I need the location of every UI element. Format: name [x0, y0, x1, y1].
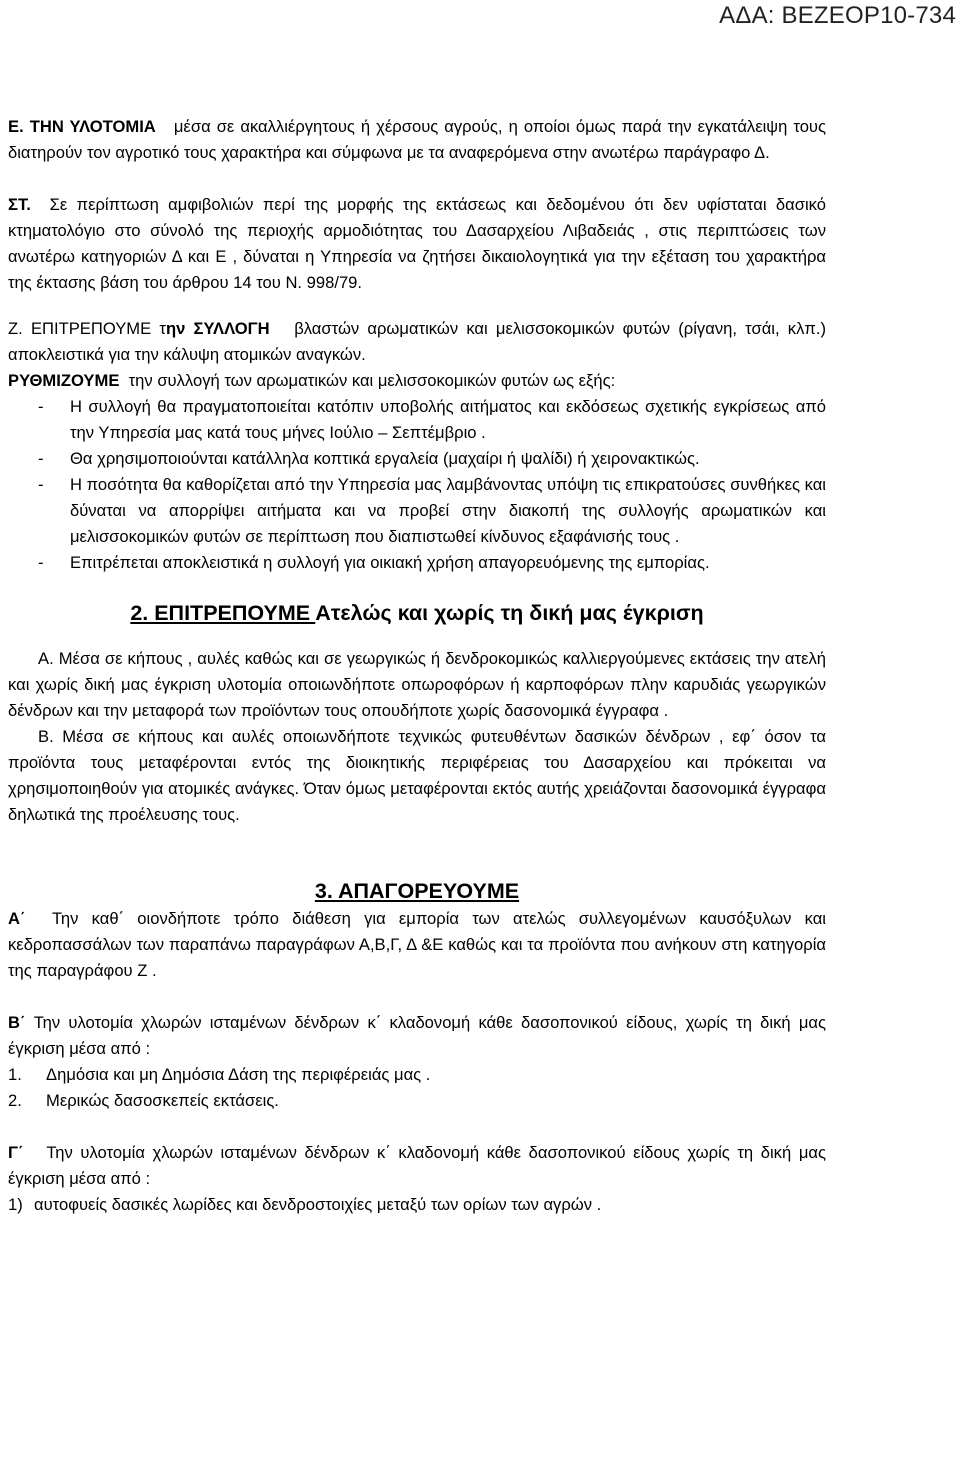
para-2b: Β. Μέσα σε κήπους και αυλές οποιωνδήποτε τεχνικώς φυτευθέντων δασικών δένδρων , εφ΄ όσον τα προϊόντα τους μεταφέρονται εντός της διοικητικής περιφέρειας του Δασαρχείου και πρόκειται να χρησιμοποιηθούν για ατομικές ανάγκες. Όταν όμως μεταφέρονται εκτός αυτής χρειάζονται δασονομικά έγγραφα δηλωτικά της προέλευσης τους. — [8, 727, 826, 824]
dash-marker: - — [38, 449, 44, 468]
list-number: 2. — [8, 1091, 22, 1110]
list-number: 1) — [8, 1195, 23, 1214]
rule-text: την συλλογή των αρωματικών και μελισσοκομικών φυτών ως εξής: — [128, 371, 616, 390]
dash-marker: - — [38, 475, 44, 494]
para-3a-text: Την καθ΄ οιονδήποτε τρόπο διάθεση για εμπορία των ατελώς συλλεγομένων καυσόξυλων και κεδροπασσάλων των παραπάνω παραγράφων Α,Β,Γ, Δ &Ε καθώς και τα προϊόντα που ανήκουν στη κατηγορία της παραγράφου Ζ . — [8, 909, 826, 980]
section-z-label: Ζ. ΕΠΙΤΡΕΠΟΥΜΕ τ — [8, 319, 166, 338]
section-e — [8, 114, 826, 166]
list-item — [8, 446, 826, 472]
list-item — [8, 1088, 826, 1114]
para-3b-label: Β΄ — [8, 1013, 26, 1032]
para-3g — [8, 1140, 826, 1192]
para-3a-label: Α΄ — [8, 909, 26, 928]
list-item-text: Η ποσότητα θα καθορίζεται από την Υπηρεσία μας λαμβάνοντας υπόψη τις επικρατούσες συνθήκες και δύναται να απορρίψει αιτήματα και να προβεί στην διακοπή της συλλογής αρωματικών και μελισσοκομικών φυτών σε περίπτωση που διαπιστωθεί κίνδυνος εξαφάνισής τους . — [70, 475, 826, 546]
list-item — [8, 1062, 826, 1088]
section-z — [8, 316, 826, 368]
list-number: 1. — [8, 1065, 22, 1084]
para-3b-list — [8, 1062, 826, 1114]
rule-line — [8, 368, 826, 394]
para-3b-text: Την υλοτομία χλωρών ισταμένων δένδρων κ΄ κλαδονομή κάθε δασοπονικού είδους, χωρίς τη δική μας έγκριση μέσα από : — [8, 1013, 826, 1058]
section-st-text: Σε περίπτωση αμφιβολιών περί της μορφής της εκτάσεως και δεδομένου ότι δεν υφίσταται δασικό κτηματολόγιο στο σύνολό της περιοχής αρμοδιότητας του Δασαρχείου Λιβαδειάς , στις περιπτώσεις των ανωτέρω κατηγοριών Δ και Ε , δύναται η Υπηρεσία να ζητήσει δικαιολογητικά για την εξέταση του χαρακτήρα της έκτασης βάση του άρθρου 14 του Ν. 998/79. — [8, 195, 826, 292]
para-3b — [8, 1010, 826, 1062]
heading-2 — [8, 600, 826, 626]
document-body — [8, 114, 826, 1218]
list-item — [8, 550, 826, 576]
section-st-label: ΣΤ. — [8, 195, 31, 214]
section-st — [8, 192, 826, 296]
section-z-label-bold: ην ΣΥΛΛΟΓΗ — [165, 319, 270, 338]
para-2a: Α. Μέσα σε κήπους , αυλές καθώς και σε γεωργικώς ή δενδροκομικώς καλλιεργούμενες εκτάσεις την ατελή και χωρίς δική μας έγκριση υλοτομία οποιωνδήποτε οπωροφόρων ή καρποφόρων πλην καρυδιάς γεωργικών δένδρων και την μεταφορά των προϊόντων τους οπουδήποτε χωρίς δασονομικά έγγραφα . — [8, 649, 826, 720]
list-item-text: αυτοφυείς δασικές λωρίδες και δενδροστοιχίες μεταξύ των ορίων των αγρών . — [34, 1195, 602, 1214]
para-3g-text: Την υλοτομία χλωρών ισταμένων δένδρων κ΄ κλαδονομή κάθε δασοπονικού είδους χωρίς τη δική μας έγκριση μέσα από : — [8, 1143, 826, 1188]
ada-code: ΑΔΑ: ΒΕΖΕΟΡ10-734 — [719, 2, 956, 29]
rule-label: ΡΥΘΜΙΖΟΥΜΕ — [8, 371, 120, 390]
heading-3 — [8, 878, 826, 904]
rule-list — [8, 394, 826, 576]
list-item-text: Δημόσια και μη Δημόσια Δάση της περιφέρειάς μας . — [46, 1065, 431, 1084]
para-3a — [8, 906, 826, 984]
heading-2-underlined: 2. ΕΠΙΤΡΕΠΟΥΜΕ — [130, 601, 316, 625]
list-item — [8, 394, 826, 446]
section-z-text: βλαστών αρωματικών και μελισσοκομικών φυτών (ρίγανη, τσάι, κλπ.) αποκλειστικά για την κάλυψη ατομικών αναγκών. — [8, 319, 826, 364]
section-e-text: μέσα σε ακαλλιέργητους ή χέρσους αγρούς, η οποίοι όμως παρά την εγκατάλειψη τους διατηρούν τον αγροτικό τους χαρακτήρα και σύμφωνα με τα αναφερόμενα στην ανωτέρω παράγραφο Δ. — [8, 117, 826, 162]
dash-marker: - — [38, 397, 44, 416]
list-item-text: Μερικώς δασοσκεπείς εκτάσεις. — [46, 1091, 279, 1110]
list-item-text: Θα χρησιμοποιούνται κατάλληλα κοπτικά εργαλεία (μαχαίρι ή ψαλίδι) ή χειρονακτικώς. — [70, 449, 700, 468]
dash-marker: - — [38, 553, 44, 572]
list-item — [8, 1192, 826, 1218]
list-item-text: Η συλλογή θα πραγματοποιείται κατόπιν υποβολής αιτήματος και εκδόσεως σχετικής εγκρίσεως από την Υπηρεσία μας κατά τους μήνες Ιούλιο – Σεπτέμβριο . — [70, 397, 826, 442]
para-3g-list — [8, 1192, 826, 1218]
heading-3-text: 3. ΑΠΑΓΟΡΕΥΟΥΜΕ — [314, 879, 520, 903]
section-e-label: Ε. ΤΗΝ ΥΛΟΤΟΜΙΑ — [8, 117, 156, 136]
list-item — [8, 472, 826, 550]
para-3g-label: Γ΄ — [8, 1143, 24, 1162]
heading-2-rest: Ατελώς και χωρίς τη δική μας έγκριση — [315, 601, 704, 625]
list-item-text: Επιτρέπεται αποκλειστικά η συλλογή για οικιακή χρήση απαγορευόμενης της εμπορίας. — [70, 553, 710, 572]
